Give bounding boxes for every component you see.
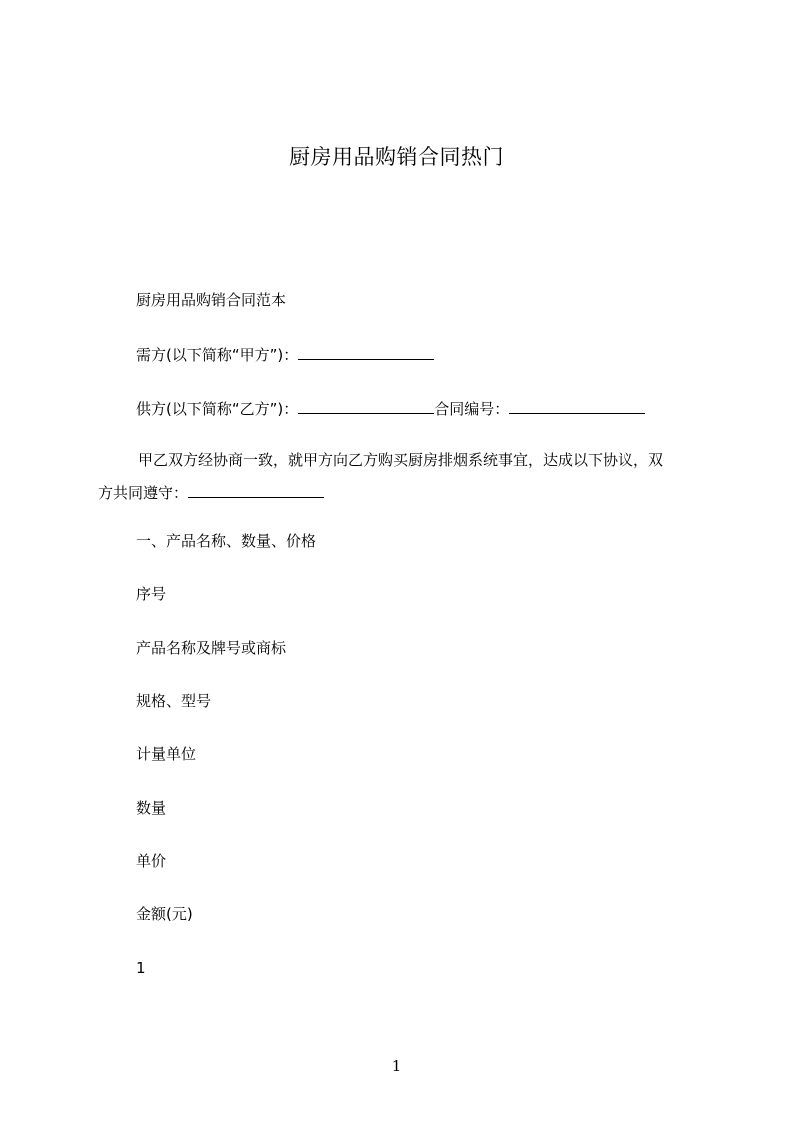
agreement-intro-blank xyxy=(188,482,324,498)
buyer-label: 需方(以下简称“甲方”)： xyxy=(136,346,299,364)
contract-template-heading: 厨房用品购销合同范本 xyxy=(136,291,287,309)
document-title: 厨房用品购销合同热门 xyxy=(289,145,504,169)
contract-number-label: 合同编号： xyxy=(434,400,510,418)
supplier-label: 供方(以下简称“乙方”)： xyxy=(136,400,299,418)
buyer-line xyxy=(136,344,434,365)
agreement-intro-paragraph xyxy=(98,450,718,503)
contract-number-blank xyxy=(509,398,645,414)
agreement-intro-line-1: 甲乙双方经协商一致，就甲方向乙方购买厨房排烟系统事宜，达成以下协议，双 xyxy=(138,451,664,469)
table-header-unit: 计量单位 xyxy=(136,745,197,763)
table-row-1-index: 1 xyxy=(136,959,146,977)
section-1-heading: 一、产品名称、数量、价格 xyxy=(136,532,317,550)
buyer-name-blank xyxy=(298,344,434,360)
page-number: 1 xyxy=(391,1057,402,1075)
agreement-intro-line-2 xyxy=(98,482,718,503)
table-header-unit-price: 单价 xyxy=(136,852,167,870)
supplier-name-blank xyxy=(298,398,434,414)
table-header-product-name: 产品名称及牌号或商标 xyxy=(136,639,287,657)
agreement-intro-line-2-text: 方共同遵守： xyxy=(98,484,189,502)
table-header-amount: 金额(元) xyxy=(136,905,193,923)
table-header-quantity: 数量 xyxy=(136,799,167,817)
table-header-spec: 规格、型号 xyxy=(136,692,212,710)
supplier-line xyxy=(136,398,645,419)
table-header-index: 序号 xyxy=(136,585,167,603)
